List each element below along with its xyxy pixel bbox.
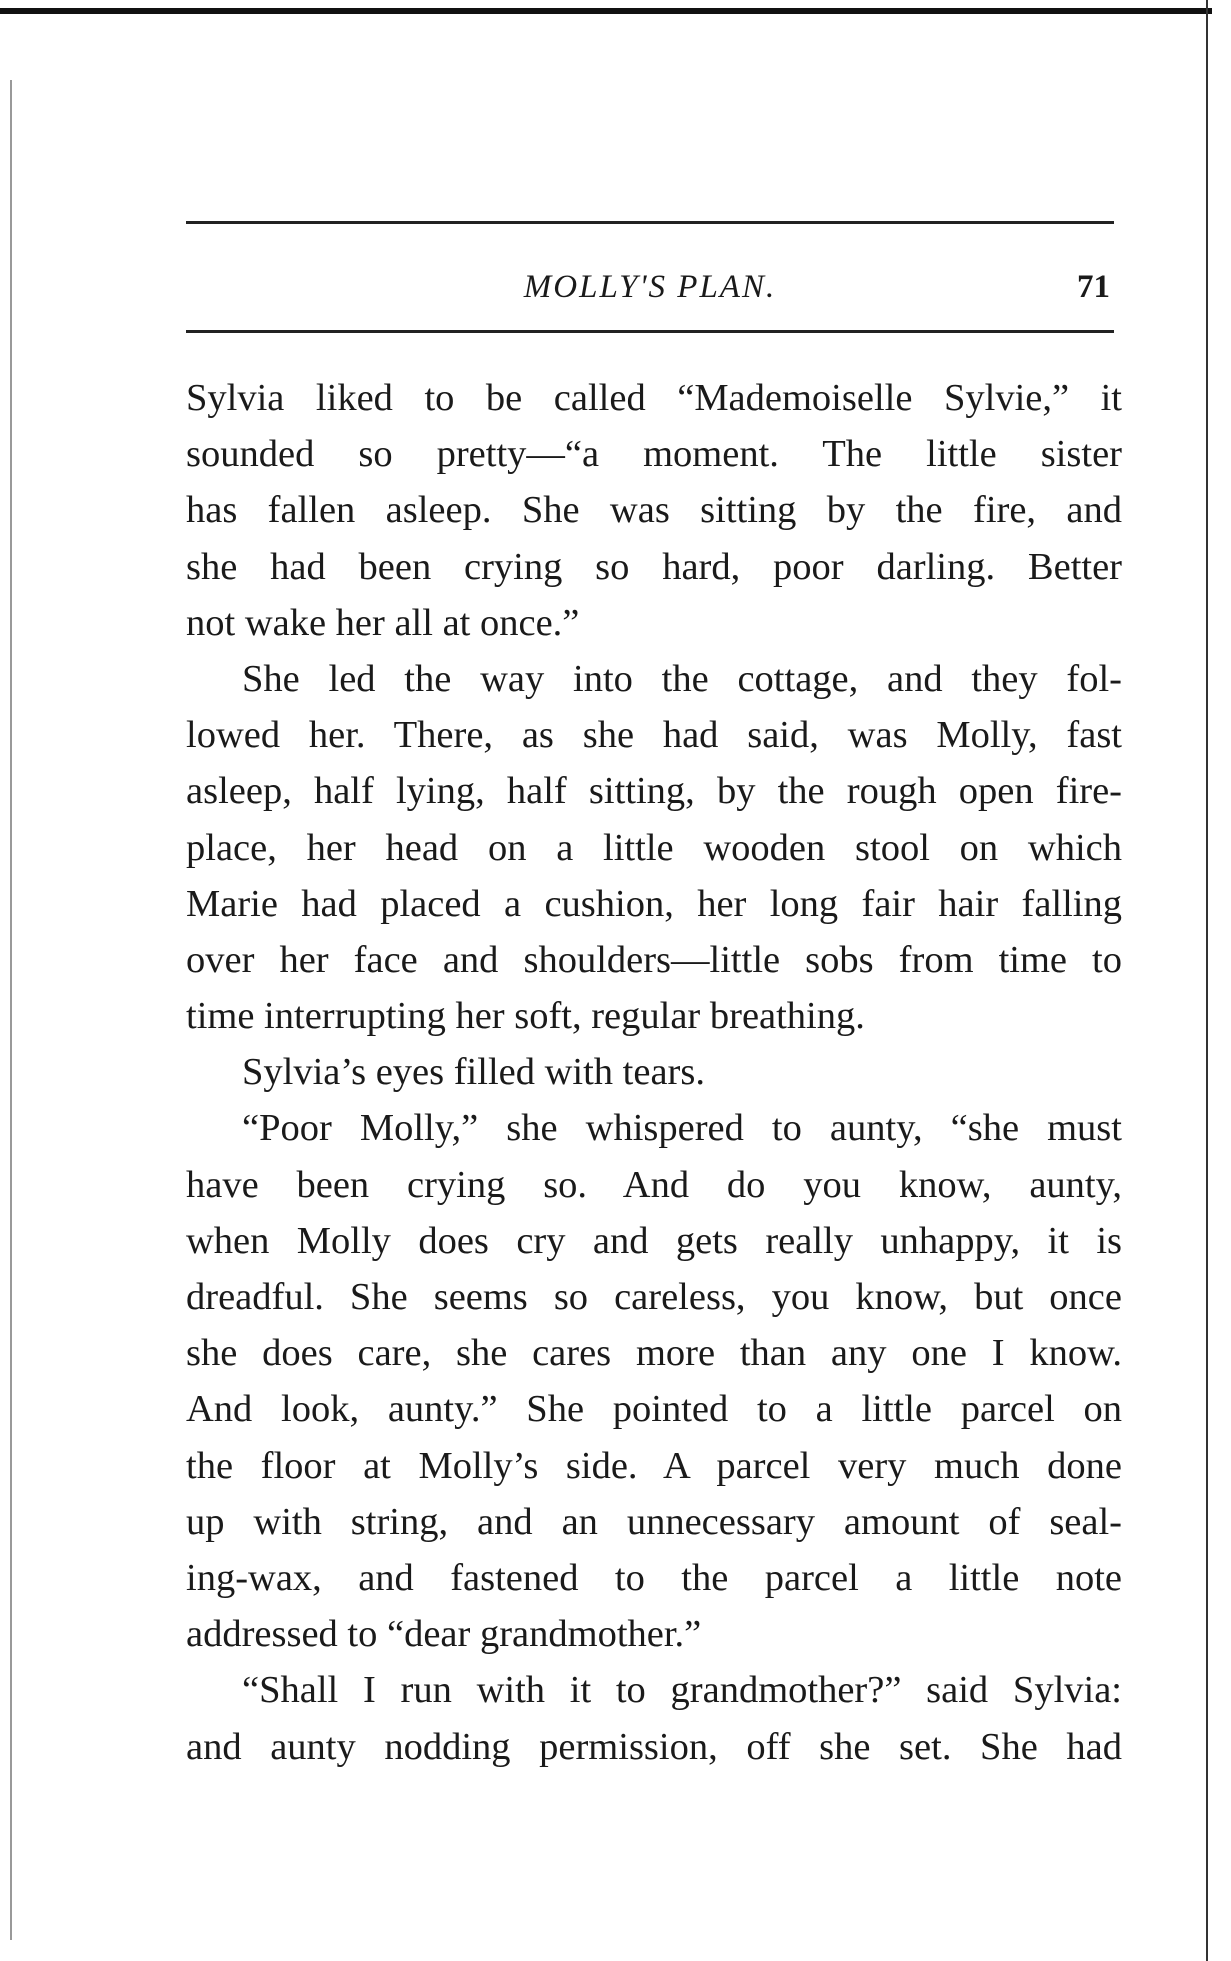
running-title: MOLLY'S PLAN. bbox=[523, 269, 777, 305]
text-line: Sylvia’s eyes filled with tears. bbox=[242, 1051, 705, 1094]
text-line: and aunty nodding permission, off she set. She had bbox=[186, 1725, 1122, 1768]
text-line: Marie had placed a cushion, her long fair hair falling bbox=[186, 882, 1122, 925]
text-line: “Poor Molly,” she whispered to aunty, “she must bbox=[242, 1107, 1122, 1150]
text-line: when Molly does cry and gets really unhappy, it is bbox=[186, 1219, 1122, 1262]
text-line: she does care, she cares more than any one I know. bbox=[186, 1332, 1122, 1375]
header-rule-bottom bbox=[186, 330, 1114, 333]
page-left-edge bbox=[10, 80, 12, 1940]
text-line: the floor at Molly’s side. A parcel very much done bbox=[186, 1444, 1122, 1487]
text-line: dreadful. She seems so careless, you know, but once bbox=[186, 1276, 1122, 1318]
text-line: lowed her. There, as she had said, was Molly, fast bbox=[186, 714, 1122, 757]
text-line: have been crying so. And do you know, aunty, bbox=[186, 1163, 1122, 1206]
header-rule-top bbox=[186, 221, 1114, 224]
text-line: ing-wax, and fastened to the parcel a little note bbox=[186, 1556, 1122, 1599]
page-number: 71 bbox=[1077, 269, 1110, 305]
text-line: asleep, half lying, half sitting, by the rough open fire- bbox=[186, 770, 1122, 813]
body-text bbox=[186, 370, 1122, 1775]
text-line: up with string, and an unnecessary amount of seal- bbox=[186, 1500, 1122, 1543]
text-line: she had been crying so hard, poor darling. Better bbox=[186, 545, 1122, 588]
text-line: time interrupting her soft, regular breathing. bbox=[186, 995, 865, 1038]
text-line: “Shall I run with it to grandmother?” said Sylvia: bbox=[242, 1669, 1122, 1712]
text-line: addressed to “dear grandmother.” bbox=[186, 1613, 702, 1656]
running-head bbox=[186, 262, 1114, 312]
text-line: sounded so pretty—“a moment. The little sister bbox=[186, 433, 1122, 476]
text-line: And look, aunty.” She pointed to a little parcel on bbox=[186, 1388, 1122, 1431]
text-line: over her face and shoulders—little sobs from time to bbox=[186, 938, 1122, 981]
text-line: place, her head on a little wooden stool on which bbox=[186, 826, 1122, 869]
text-line: has fallen asleep. She was sitting by the fire, and bbox=[186, 489, 1122, 532]
page-top-edge bbox=[0, 8, 1212, 14]
text-line: Sylvia liked to be called “Mademoiselle Sylvie,” it bbox=[186, 377, 1122, 419]
text-line: not wake her all at once.” bbox=[186, 601, 580, 644]
page-right-edge bbox=[1206, 0, 1208, 1961]
text-line: She led the way into the cottage, and they fol- bbox=[242, 657, 1122, 700]
